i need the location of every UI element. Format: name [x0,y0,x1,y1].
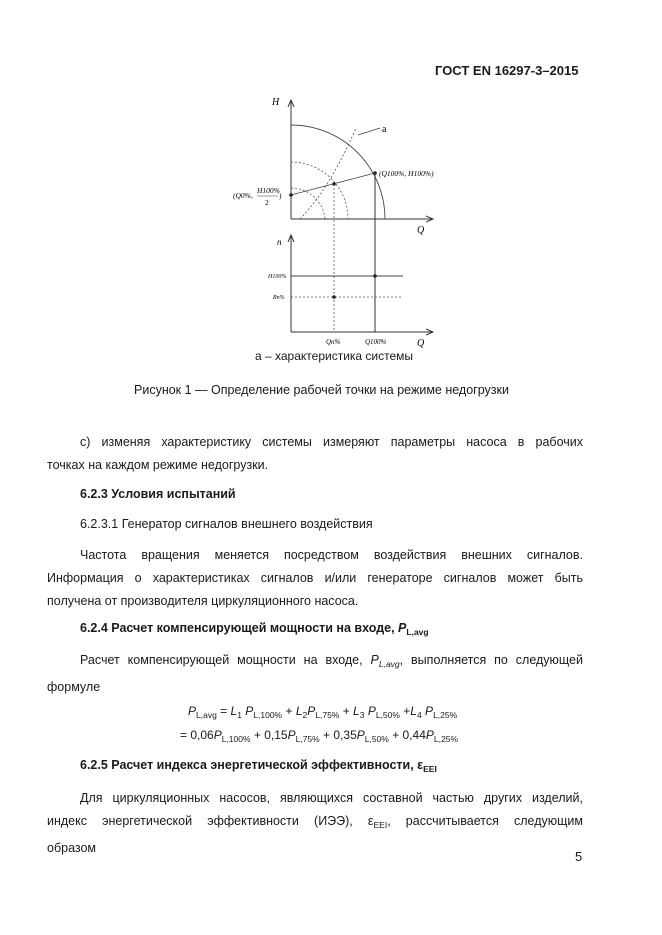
figure-subcaption: а – характеристика системы [255,349,414,363]
h100-level-label: H100% [268,274,287,280]
point-part-q-label: (Q0%, [233,191,253,200]
point-full-label: (Q100%, H100%) [379,169,434,178]
section-6-2-3-heading: 6.2.3 Условия испытаний [80,487,236,501]
section-6-2-5-heading: 6.2.5 Расчет индекса энергетической эффективности, $\varepsilon_{EEI}$ [80,758,437,774]
figure-1 [220,88,450,350]
point-bottom-part [332,295,336,299]
q100-tick-label: Q100% [365,338,387,346]
item-c-paragraph: c) изменяя характеристику системы измеряют параметры насоса в рабочих точках на каждом режиме недогрузки. [47,435,583,472]
section-6-2-4-heading: 6.2.4 Расчет компенсирующей мощности на входе, $P_{L,avg}$ [80,621,429,637]
formula-row-2: = $0,06P_{L,100\%} + 0,15P_{L,75\%} + 0,35P_{L,50\%} + 0,44P_{L,25\%}$ [180,728,459,744]
document-header: ГОСТ EN 16297-3–2015 [435,63,579,78]
pump-curve [291,125,385,219]
rn-level-label: Rn% [273,295,285,301]
section-6-2-3-1-paragraph: Частота вращения меняется посредством воздействия внешних сигналов. Информация о характеристиках сигналов и/или генераторе сигналов может быть получена от производителя циркуляционного насоса. [47,548,583,608]
point-bottom-full [373,274,377,278]
point-part-load [289,193,293,197]
bottom-y-label: n [277,237,282,247]
curve-label: a [382,124,387,135]
figure-title: Рисунок 1 — Определение рабочей точки на режиме недогрузки [134,383,509,397]
curve-leader [358,128,380,135]
reduced-curve-1 [291,162,348,219]
point-part-h-den: 2 [265,198,269,207]
point-part-close: ) [279,191,282,200]
system-curve [300,128,356,219]
section-6-2-3-1-heading: 6.2.3.1 Генератор сигналов внешнего воздействия [80,517,373,531]
top-x-label: Q [417,225,425,236]
qn-tick-label: Qn% [326,338,341,346]
formula-row-1: $P_{L,avg} = L_1$ $P_{L,100\%} + L_2P_{L,75\%} + L_3$ $P_{L,50\%} +L_4$ $P_{L,25\%}$ [188,704,458,720]
top-y-label: H [272,97,280,108]
system-characteristic-diagram [220,88,450,350]
bottom-x-label: Q [417,338,425,349]
section-6-2-4-paragraph: Расчет компенсирующей мощности на входе, $P_{L,avg}$, выполняется по следующей формуле [47,653,583,694]
point-part-h-num: H100% [257,186,280,195]
section-6-2-5-paragraph: Для циркуляционных насосов, являющихся составной частью других изделий, индекс энергетической эффективности (ИЭЭ), $\varepsilon_{EEI}$, рассчитывается следующим образом [47,791,584,855]
page-number: 5 [575,849,583,864]
reduced-curve-2 [291,188,325,219]
